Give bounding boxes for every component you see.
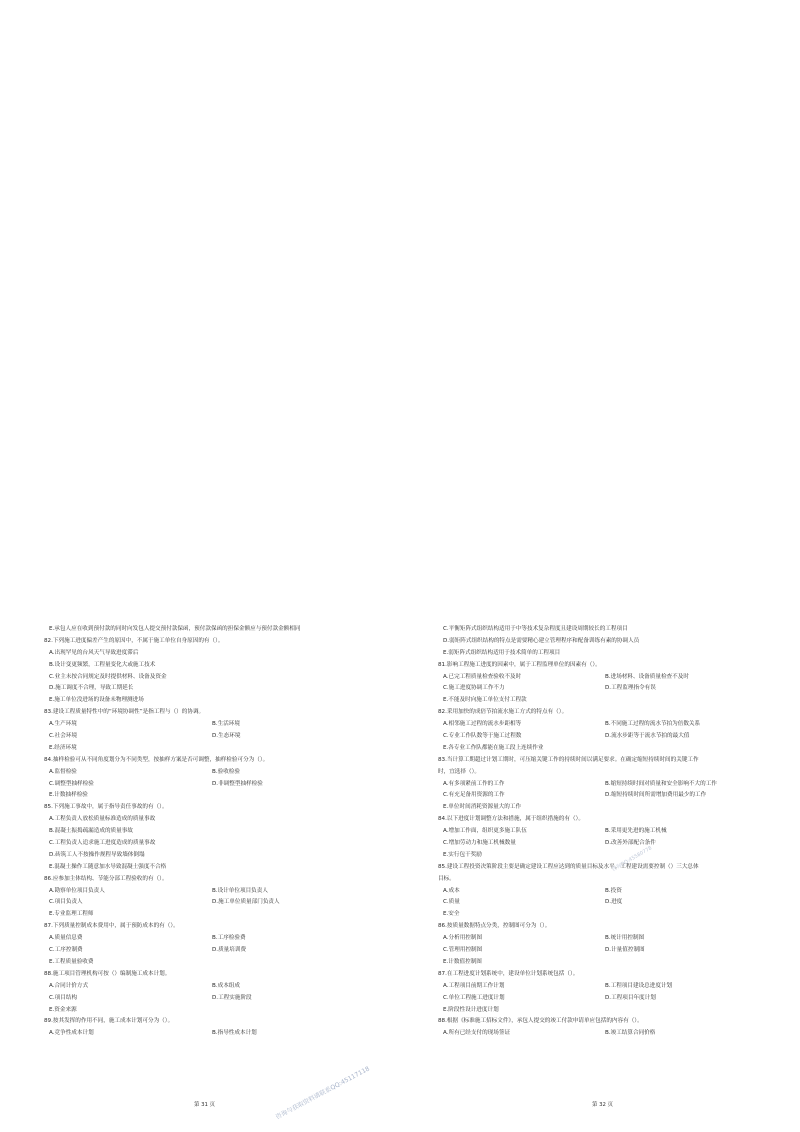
option-text: B.成本组成	[212, 982, 240, 989]
question-text: 84.抽样检验可从不同角度划分为不同类型，按抽样方案是否可调整，抽样检验可分为（）。	[44, 756, 269, 763]
option-row	[44, 945, 389, 957]
question-text: 89.按其发挥的作用不同，施工成本计划可分为（）。	[44, 1018, 174, 1025]
option-row	[438, 945, 773, 957]
question-text: 88.根据《标准施工招标文件》，承包人提交的竣工付款申请单应包括的内容有（）。	[438, 1018, 643, 1025]
option-text: C.项目结构	[49, 994, 78, 1001]
option-text: A.勘察单位项目负责人	[49, 887, 105, 894]
option-row	[438, 790, 773, 802]
option-text: A.所有已经支付的现场签证	[443, 1030, 511, 1037]
option-text: D.进度	[605, 899, 623, 906]
option-text: D.施工单位质量部门负责人	[212, 899, 280, 906]
option-text: A.已完工程质量检查验收不及时	[443, 673, 522, 680]
option-row	[44, 767, 389, 779]
option-text: D.工程监理指令有误	[605, 685, 656, 692]
option-row	[438, 731, 773, 743]
question-text: 86.按质量数据特点分类，控制图可分为（）。	[438, 923, 551, 930]
question-text: 83.建设工程质量特性中的“环境协调性”是指工程与（）的协调。	[44, 709, 205, 716]
option-text: A.质量信息费	[49, 935, 83, 942]
option-row	[44, 993, 389, 1005]
option-text: E.经济环境	[49, 744, 77, 751]
option-text: D.砖筑工人不按操作规程导致墙体倒塌	[49, 851, 145, 858]
option-text: C.业主未按合同规定及时提供材料、设备及资金	[49, 673, 167, 680]
right-page-column	[438, 624, 773, 1040]
option-text: B.不同施工过程的流水节拍为倍数关系	[605, 721, 701, 728]
option-row	[438, 933, 773, 945]
option-text: B.竣工结算合同价格	[605, 1030, 656, 1037]
option-text: D.缩短持续时间所需增加费用最少的工作	[605, 792, 707, 799]
option-text: C.工程负责人追求施工进度造成的质量事故	[49, 840, 156, 847]
question-text: 82.下列施工进度偏差产生的原因中，不属于施工单位自身原因的有（）。	[44, 637, 224, 644]
option-text: D.弱矩阵式组织结构的特点是需要精心建立管理程序和配备训练有素的协调人员	[443, 637, 640, 644]
option-text: A.合同计价方式	[49, 982, 89, 989]
option-row	[438, 993, 773, 1005]
option-text: D.计量值控制图	[605, 947, 645, 954]
option-text: B.工序检验费	[212, 935, 246, 942]
question-text: 87.在工程进度计划系统中，建设单位计划系统包括（）。	[438, 970, 579, 977]
option-row	[438, 672, 773, 684]
option-row	[438, 897, 773, 909]
option-row	[44, 981, 389, 993]
option-row	[438, 719, 773, 731]
option-text: C.单位工程施工进度计划	[443, 994, 505, 1001]
option-text: D.质量培训费	[212, 947, 247, 954]
option-text: D.流水步距等于流水节拍的最大值	[605, 733, 690, 740]
option-text: A.出现罕见的台风天气导致进度滞后	[49, 649, 139, 656]
option-row	[44, 779, 389, 791]
option-text: A.分析用控制图	[443, 935, 483, 942]
option-text: C.社会环境	[49, 733, 78, 740]
right-watermark: 咨询QQ:45580778	[611, 845, 653, 873]
option-row	[44, 933, 389, 945]
left-watermark: 咨询与获取资料请联系QQ:45117118	[274, 1065, 371, 1121]
option-text: B.工程项目建设总进度计划	[605, 982, 673, 989]
option-row	[438, 886, 773, 898]
option-text: E.混凝土操作工随意加水导致混凝土强度不合格	[49, 863, 167, 870]
option-text: E.单位时间消耗资源量大的工作	[443, 804, 522, 811]
option-text: E.安全	[443, 911, 460, 918]
option-row	[438, 779, 773, 791]
option-text: E.施工单位没进场的设备未物理测进场	[49, 697, 144, 704]
question-text: 85.建设工程投资决策阶段主要是确定建设工程应达到的质量目标及水平。工程建设需要控制（）三大总体	[438, 863, 699, 870]
option-text: E.阶段性设计进度计划	[443, 1006, 499, 1013]
option-row	[438, 981, 773, 993]
option-text: E.计数抽样检验	[49, 792, 88, 799]
option-text: A.工程项目前期工作计划	[443, 982, 505, 989]
option-text: B.采用更先进的施工机械	[605, 828, 667, 835]
left-page-column	[44, 624, 389, 1040]
option-text: B.验收检验	[212, 768, 240, 775]
option-text: A.相邻施工过程的流水步距相等	[443, 721, 522, 728]
option-text: C.专业工作队数等于施工过程数	[443, 733, 522, 740]
option-text: E.各专业工作队都能在施工段上连续作业	[443, 744, 544, 751]
option-text: A.成本	[443, 887, 460, 894]
option-row	[438, 826, 773, 838]
option-text: C.项目负责人	[49, 899, 83, 906]
option-text: D.工程实施阶段	[212, 994, 252, 1001]
option-row	[438, 838, 773, 850]
option-text: E.实行包干奖励	[443, 851, 482, 858]
question-text: 81.影响工程施工进度的因素中，属于工程监理单位的因素有（）。	[438, 661, 601, 668]
option-text: C.管理用控制图	[443, 947, 483, 954]
option-text: B.统计用控制图	[605, 935, 645, 942]
right-page-number: 第 32 页	[592, 1102, 614, 1108]
question-text: 目标。	[438, 875, 455, 882]
option-row	[44, 897, 389, 909]
option-text: A.监督检验	[49, 768, 77, 775]
question-text: 84.以下进度计划调整方法和措施，属于组织措施的有（）。	[438, 816, 584, 823]
option-row	[438, 683, 773, 695]
question-text: 87.下列质量控制成本费用中，属于预防成本的有（）。	[44, 923, 179, 930]
option-text: A.工程负责人放松质量标准造成的质量事故	[49, 816, 156, 823]
option-text: D.工程项目年度计划	[605, 994, 656, 1001]
option-text: B.进场材料、设备质量检查不及时	[605, 673, 689, 680]
option-row	[44, 719, 389, 731]
option-text: E.不能及时向施工单位支付工程款	[443, 697, 527, 704]
option-text: B.混凝土振捣疏漏造成的质量事故	[49, 828, 133, 835]
question-text: 82.采用加快的成倍节拍流水施工方式的特点有（）。	[438, 709, 568, 716]
option-text: C.施工进度协调工作不力	[443, 685, 505, 692]
option-text: E.弱矩阵式组织结构适用于技术简单的工程项目	[443, 649, 561, 656]
option-text: C.工序控制费	[49, 947, 83, 954]
option-text: E.承包人应在收到预付款的同时向发包人提交预付款保函，预付款保函的担保金额应与预付款金额相同	[49, 626, 301, 632]
option-text: A.竞争性成本计划	[49, 1030, 94, 1037]
option-text: B.指导性成本计划	[212, 1030, 257, 1037]
option-row	[44, 731, 389, 743]
option-row	[438, 1028, 773, 1040]
option-row	[44, 1028, 389, 1040]
question-text: 83.当计算工期超过计划工期时，可压缩关键工作的持续时间以满足要求。在确定缩短持续时间的关键工作	[438, 756, 699, 763]
option-text: D.非调整型抽样检验	[212, 780, 263, 787]
option-text: C.调整型抽样检验	[49, 780, 94, 787]
option-text: A.增加工作面，组织更多施工队伍	[443, 828, 527, 835]
option-text: E.计数值控制图	[443, 958, 482, 965]
question-text: 88.施工项目管理机构可按（）编制施工成本计划。	[44, 970, 171, 977]
option-text: B.生活环境	[212, 721, 240, 728]
option-text: B.设计单位项目负责人	[212, 887, 268, 894]
left-page-number: 第 31 页	[194, 1102, 216, 1108]
option-text: D.改善外部配合条件	[605, 840, 656, 847]
question-text: 85.下列施工事故中，属于指导责任事故的有（）。	[44, 804, 168, 811]
option-text: B.缩短持续时间对质量和安全影响不大的工作	[605, 780, 717, 787]
option-text: B.投资	[605, 887, 622, 894]
option-text: D.施工调度不合理，导致工期延长	[49, 685, 134, 692]
option-text: E.资金来源	[49, 1006, 77, 1013]
question-text: 时，宜选择（）。	[438, 768, 480, 775]
option-text: E.专业监理工程师	[49, 911, 94, 918]
question-text: 86.应参加主体结构、节能分部工程验收的有（）。	[44, 875, 168, 882]
option-text: D.生态环境	[212, 733, 241, 740]
option-text: C.增加劳动力和施工机械数量	[443, 840, 516, 847]
option-text: C.有充足备用资源的工作	[443, 792, 505, 799]
option-row	[44, 886, 389, 898]
option-text: B.设计变更频繁，工程量变化大或施工技术	[49, 661, 156, 668]
option-text: A.有多项紧前工作的工作	[443, 780, 505, 787]
option-text: C.平衡矩阵式组织结构适用于中等技术复杂程度且建设周期较长的工程项目	[443, 626, 628, 632]
option-text: A.生产环境	[49, 721, 77, 728]
option-text: E.工程质量验收费	[49, 958, 94, 965]
option-text: C.质量	[443, 899, 460, 906]
